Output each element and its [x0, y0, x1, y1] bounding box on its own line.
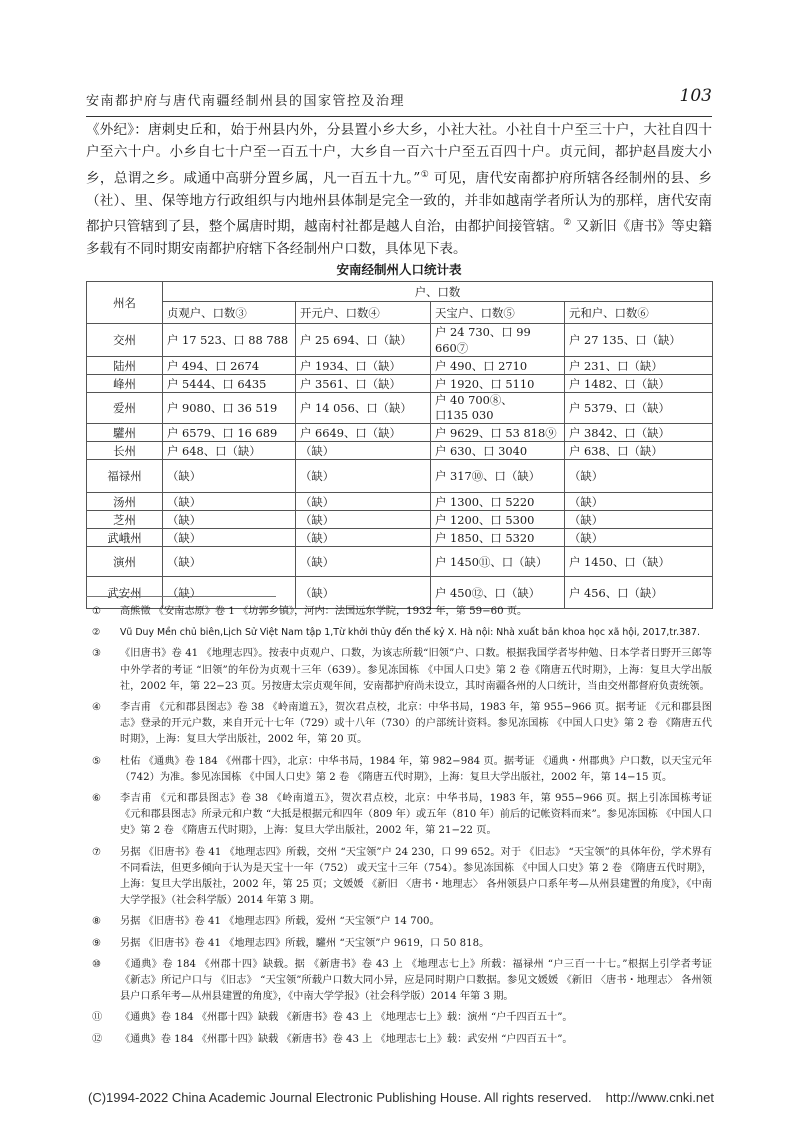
table-row — [87, 357, 713, 375]
footnote-marker: ⑥ — [92, 793, 102, 805]
table-cell: 户 3561、口（缺） — [296, 375, 431, 393]
col-header-2: 天宝户、口数⑤ — [431, 302, 565, 324]
table-cell: 户 1450、口（缺） — [565, 547, 713, 577]
table-cell: 户 9080、口 36 519 — [163, 393, 296, 424]
footnote-text: 另据 《旧唐书》卷 41 《地理志四》所载，交州 “天宝领”户 24 230，口 99 652。对于 《旧志》 “天宝领”的具体年份，学术界有不同看法，但更多倾向于认为是天宝十一年（752） 或天宝十三年（754）。参见冻国栋 《中国人口史》第 2 卷 《隋唐五代时期》，上海：复旦大学出版社，2002 年，第 25 页；文媛媛 《新旧 〈唐书・地理志〉 各州领县户口系年考—从州县建置的角度》，《中南大学学报》（社会科学版）2014 年第 3 期。 — [120, 846, 712, 907]
footnote-text: 李吉甫 《元和郡县图志》卷 38 《岭南道五》，贺次君点校，北京：中华书局，1983 年，第 955−966 页。据上引冻国栋考证 《元和郡县图志》所录元和户数 “大抵是根据元和四年（809 年）或五年（810 年）前后的记帐资料而来”。参见冻国栋 《中国人口史》第 2 卷 《隋唐五代时期》，上海：复旦大学出版社，2002 年，第 21−22 页。 — [120, 793, 713, 837]
cnki-link[interactable]: http://www.cnki.net — [605, 1090, 714, 1105]
table-caption: 安南经制州人口统计表 — [336, 262, 462, 277]
table-cell: （缺） — [296, 577, 431, 609]
footnote-marker: ⑧ — [92, 916, 102, 928]
table-row — [87, 375, 713, 393]
footnote-text: 另据 《旧唐书》卷 41 《地理志四》所载，爱州 “天宝领”户 14 700。 — [120, 916, 440, 928]
footnote — [88, 791, 712, 840]
table-row — [87, 393, 713, 424]
prefecture-name: 汤州 — [87, 493, 163, 511]
footnote-marker: ⑨ — [92, 937, 102, 949]
prefecture-name: 福禄州 — [87, 460, 163, 493]
prefecture-name: 长州 — [87, 442, 163, 460]
table-cell: 户 494、口 2674 — [163, 357, 296, 375]
footnote — [88, 625, 712, 641]
table-cell: 户 1200、口 5300 — [431, 511, 565, 529]
running-header — [86, 86, 712, 112]
body-text-part1: 《外纪》：唐刺史丘和，始于州县内外，分县置小乡大乡，小社大社。小社自十户至三十户，大社自四十户至六十户。小乡自七十户至一百五十户，大乡自一百六十户至五百四十户。贞元间，都护赵昌废大小乡，总谓之乡。咸通中高骈分置乡属，凡一百五十九。” — [86, 122, 712, 187]
table-cell: 户 27 135、口（缺） — [565, 324, 713, 357]
table-cell: （缺） — [163, 577, 296, 609]
page-number: 103 — [679, 86, 712, 106]
table-cell: （缺） — [296, 547, 431, 577]
table-cell: 户 6579、口 16 689 — [163, 424, 296, 442]
header-rule — [86, 116, 712, 117]
population-table — [86, 281, 713, 609]
table-cell: 户 25 694、口（缺） — [296, 324, 431, 357]
prefecture-name: 演州 — [87, 547, 163, 577]
table-cell: （缺） — [565, 460, 713, 493]
footnote-marker: ⑤ — [92, 755, 102, 767]
table-cell: （缺） — [296, 529, 431, 547]
table-cell: （缺） — [163, 547, 296, 577]
table-cell: 户 490、口 2710 — [431, 357, 565, 375]
prefecture-name: 驩州 — [87, 424, 163, 442]
table-cell: 户 9629、口 53 818⑨ — [431, 424, 565, 442]
footnote-text: 高熊徵 《安南志原》卷 1 《坊郭乡镇》，河内：法国远东学院，1932 年，第 59−60 页。 — [120, 606, 528, 617]
table-cell: （缺） — [296, 493, 431, 511]
table-cell: （缺） — [296, 460, 431, 493]
footnote-marker: ② — [92, 627, 101, 639]
prefecture-name: 武峨州 — [87, 529, 163, 547]
table-cell: 户 456、口（缺） — [565, 577, 713, 609]
footnote — [88, 754, 712, 786]
table-cell: 户 5444、口 6435 — [163, 375, 296, 393]
table-row — [87, 493, 713, 511]
table-row — [87, 442, 713, 460]
group-header: 户、口数 — [163, 282, 713, 302]
footnote — [88, 957, 712, 1006]
table-cell: 户 1482、口（缺） — [565, 375, 713, 393]
prefecture-name: 武安州 — [87, 577, 163, 609]
table-cell: （缺） — [163, 460, 296, 493]
table-row — [87, 529, 713, 547]
table-row — [87, 324, 713, 357]
table-cell: 户 1934、口（缺） — [296, 357, 431, 375]
table-cell: 户 450⑫、口（缺） — [431, 577, 565, 609]
table-cell: （缺） — [163, 529, 296, 547]
table-cell: 户 17 523、口 88 788 — [163, 324, 296, 357]
table-cell: 户 14 056、口（缺） — [296, 393, 431, 424]
table-cell: （缺） — [296, 511, 431, 529]
table-cell: 户 5379、口（缺） — [565, 393, 713, 424]
table-cell: 户 648、口（缺） — [163, 442, 296, 460]
footnote — [88, 845, 712, 910]
footnote-text: 《通典》卷 184 《州郡十四》缺载 《新唐书》卷 43 上 《地理志七上》载：演州 “户千四百五十”。 — [120, 1012, 573, 1024]
table-row — [87, 511, 713, 529]
footnote-text: 李吉甫 《元和郡县图志》卷 38 《岭南道五》，贺次君点校，北京：中华书局，1983 年，第 955−966 页。据考证 《元和郡县图志》登录的开元户数，来自开元十七年（729）或十八年（730）的户部统计资料。参见冻国栋 《中国人口史》第 2 卷 《隋唐五代时期》，上海：复旦大学出版社，2002 年，第 20 页。 — [120, 702, 712, 746]
footnote-text: 《通典》卷 184 《州郡十四》缺载 《新唐书》卷 43 上 《地理志七上》载：武安州 “户四百五十”。 — [120, 1033, 573, 1045]
col-header-1: 开元户、口数④ — [296, 302, 431, 324]
table-cell: 户 6649、口（缺） — [296, 424, 431, 442]
table-cell: 户 231、口（缺） — [565, 357, 713, 375]
footnote-rule — [86, 596, 276, 597]
footnote — [88, 914, 712, 930]
footnote-text: Vũ Duy Mền chủ biên,Lịch Sử Việt Nam tập 1,Từ khởi thủy đến thế kỷ X. Hà nội: Nhà xuất bản khoa học xã hội, 2017,tr.387. — [120, 627, 700, 639]
table-cell: （缺） — [163, 511, 296, 529]
column-header-row — [87, 302, 713, 324]
table-cell: 户 317⑩、口（缺） — [431, 460, 565, 493]
table-cell: 户 638、口（缺） — [565, 442, 713, 460]
footnote-text: 另据 《旧唐书》卷 41 《地理志四》所载，驩州 “天宝领”户 9619，口 50 818。 — [120, 937, 490, 949]
footnote-marker: ⑩ — [92, 958, 102, 970]
footnote — [88, 1010, 712, 1026]
table-cell: （缺） — [565, 529, 713, 547]
footnote-marker: ⑫ — [92, 1033, 103, 1045]
table-cell: 户 40 700⑧、 口135 030 — [431, 393, 565, 424]
footer — [88, 1090, 714, 1105]
footnotes — [88, 604, 712, 1053]
col-header-0: 贞观户、口数③ — [163, 302, 296, 324]
table-row — [87, 424, 713, 442]
col-header-name: 州名 — [87, 282, 163, 324]
table-cell: （缺） — [296, 442, 431, 460]
table-row — [87, 460, 713, 493]
prefecture-name: 爱州 — [87, 393, 163, 424]
footnote — [88, 700, 712, 749]
table-body — [87, 324, 713, 609]
body-paragraph — [86, 119, 712, 261]
table-cell: 户 24 730、口 99 660⑦ — [431, 324, 565, 357]
table-cell: 户 1450⑪、口（缺） — [431, 547, 565, 577]
col-header-3: 元和户、口数⑥ — [565, 302, 713, 324]
footnote-marker: ③ — [92, 648, 102, 660]
footnote-text: 《旧唐书》卷 41 《地理志四》。按表中贞观户、口数，为该志所载“旧领”户、口数。根据我国学者岑仲勉、日本学者日野开三郎等中外学者的考证 “旧领”的年份为贞观十三年（639）。参见冻国栋 《中国人口史》第 2 卷《隋唐五代时期》，上海：复旦大学出版社，2002 年，第 22−23 页。另按唐太宗贞观年间，安南都护府尚未设立，其时南疆各州的人口统计，当由交州都督府负责统领。 — [120, 648, 712, 692]
table-cell: 户 1300、口 5220 — [431, 493, 565, 511]
footnote-marker: ① — [92, 606, 102, 617]
body-text-part3: 又新旧《唐书》等史籍多载有不同时期安南都护府辖下各经制州户口数，具体见下表。 — [86, 218, 712, 258]
table-cell: （缺） — [163, 493, 296, 511]
table-cell: （缺） — [565, 511, 713, 529]
footnote-marker: ④ — [92, 702, 102, 714]
footnote — [88, 936, 712, 952]
footnote-marker: ⑦ — [92, 846, 102, 858]
footnote — [88, 1032, 712, 1048]
table-cell: 户 1850、口 5320 — [431, 529, 565, 547]
table-cell: （缺） — [565, 493, 713, 511]
body-text-part2: 可见，唐代安南都护府所辖各经制州的县、乡（社）、里、保等地方行政组织与内地州县体制是完全一致的，并非如越南学者所认为的那样，唐代安南都护只管辖到了县，整个属唐时期，越南村社都是越人自治，由都护间接管辖。 — [86, 170, 712, 235]
footnote-ref-2[interactable]: ② — [563, 218, 572, 229]
table-cell: 户 630、口 3040 — [431, 442, 565, 460]
footnote-ref-1[interactable]: ① — [420, 169, 430, 180]
running-title: 安南都护府与唐代南疆经制州县的国家管控及治理 — [86, 94, 406, 109]
table-row — [87, 547, 713, 577]
footnote-marker: ⑪ — [92, 1012, 103, 1024]
prefecture-name: 芝州 — [87, 511, 163, 529]
prefecture-name: 峰州 — [87, 375, 163, 393]
prefecture-name: 陆州 — [87, 357, 163, 375]
footnote — [88, 646, 712, 695]
copyright-text: (C)1994-2022 China Academic Journal Electronic Publishing House. All rights reserved. — [88, 1090, 592, 1105]
prefecture-name: 交州 — [87, 324, 163, 357]
table-cell: 户 1920、口 5110 — [431, 375, 565, 393]
footnote-text: 杜佑 《通典》卷 184 《州郡十四》，北京：中华书局，1984 年，第 982−984 页。据考证 《通典・州郡典》户口数，以天宝元年（742）为准。参见冻国栋 《中国人口史》第 2 卷 《隋唐五代时期》，上海：复旦大学出版社，2002 年，第 14−15 页。 — [120, 755, 712, 783]
table-cell: 户 3842、口（缺） — [565, 424, 713, 442]
footnote-text: 《通典》卷 184 《州郡十四》缺载。据 《新唐书》卷 43 上 《地理志七上》所载：福禄州 “户三百一十七。”根据上引学者考证 《新志》所记户口与 《旧志》 “天宝领”所载户口数大同小异，应是同时期户口数据。参见文媛媛 《新旧 〈唐书・地理志〉 各州领县户口系年考—从州县建置的角度》，《中南大学学报》（社会科学版）2014 年第 3 期。 — [120, 958, 712, 1003]
footnote — [88, 604, 712, 620]
